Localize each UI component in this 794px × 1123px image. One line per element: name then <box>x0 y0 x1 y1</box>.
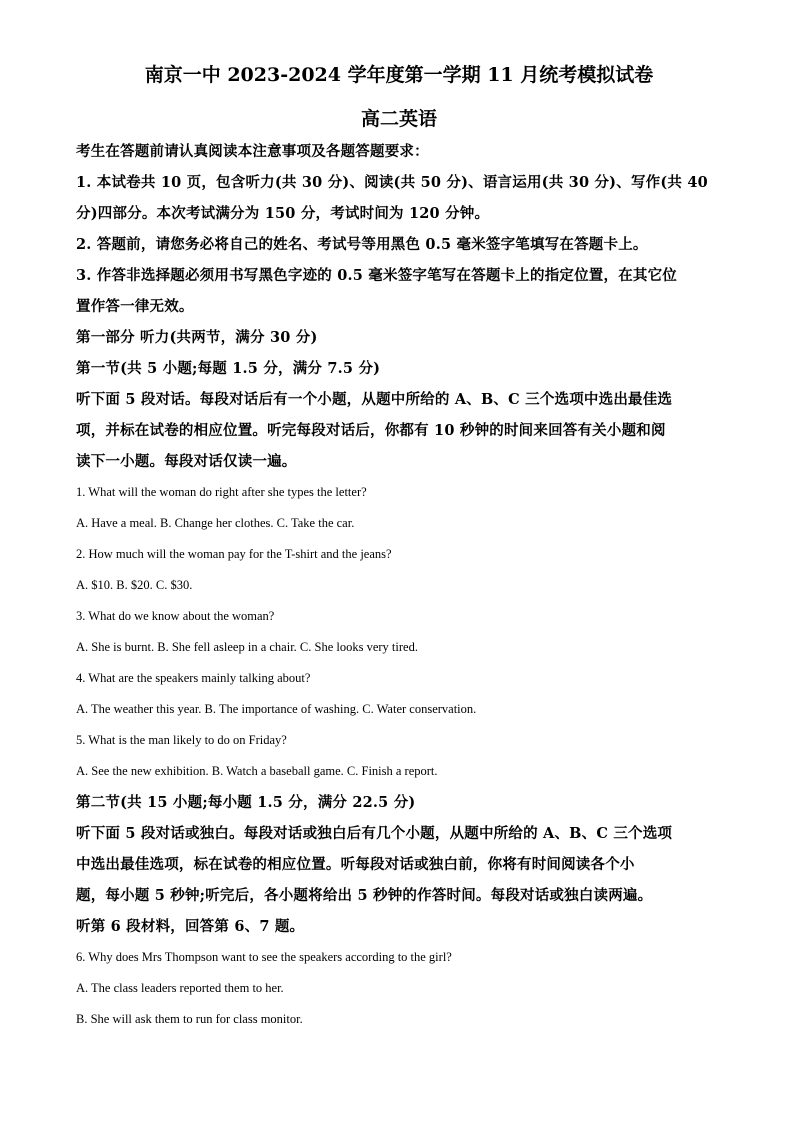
instruction-1-line-2: 分)四部分。本次考试满分为 150 分，考试时间为 120 分钟。 <box>76 205 490 222</box>
instruction-3-line-2: 置作答一律无效。 <box>76 298 194 315</box>
instruction-1-line-1: 1. 本试卷共 10 页，包含听力(共 30 分)、阅读(共 50 分)、语言运用(共 30 分)、写作(共 40 <box>76 174 708 191</box>
instructions-intro: 考生在答题前请认真阅读本注意事项及各题答题要求： <box>76 143 429 160</box>
section2-heading: 第二节(共 15 小题;每小题 1.5 分，满分 22.5 分) <box>76 794 416 811</box>
instructions <box>76 136 722 322</box>
question-3-options: A. She is burnt. B. She fell asleep in a chair. C. She looks very tired. <box>76 640 418 654</box>
section1-directions-line-3: 读下一小题。每段对话仅读一遍。 <box>76 453 297 470</box>
section1 <box>76 353 722 787</box>
question-3: 3. What do we know about the woman? <box>76 609 275 623</box>
section1-heading: 第一节(共 5 小题;每题 1.5 分，满分 7.5 分) <box>76 360 381 377</box>
section2-directions-line-2: 中选出最佳选项，标在试卷的相应位置。听每段对话或独白前，你将有时间阅读各个小 <box>76 856 635 873</box>
section2 <box>76 787 722 1035</box>
question-1: 1. What will the woman do right after she types the letter? <box>76 485 367 499</box>
question-2: 2. How much will the woman pay for the T-shirt and the jeans? <box>76 547 392 561</box>
question-4-options: A. The weather this year. B. The importance of washing. C. Water conservation. <box>76 702 477 716</box>
section2-directions-line-1: 听下面 5 段对话或独白。每段对话或独白后有几个小题，从题中所给的 A、B、C 三个选项 <box>76 825 673 842</box>
question-5: 5. What is the man likely to do on Friday? <box>76 733 287 747</box>
question-6-option-b: B. She will ask them to run for class monitor. <box>76 1012 303 1026</box>
instruction-2: 2. 答题前，请您务必将自己的姓名、考试号等用黑色 0.5 毫米签字笔填写在答题卡上。 <box>76 236 648 253</box>
instruction-3-line-1: 3. 作答非选择题必须用书写黑色字迹的 0.5 毫米签字笔写在答题卡上的指定位置，在其它位 <box>76 267 678 284</box>
question-6-option-a: A. The class leaders reported them to her. <box>76 981 284 995</box>
part1-heading: 第一部分 听力(共两节，满分 30 分) <box>76 329 318 346</box>
question-2-options: A. $10. B. $20. C. $30. <box>76 578 193 592</box>
exam-subject: 高二英语 <box>360 108 437 130</box>
question-4: 4. What are the speakers mainly talking about? <box>76 671 311 685</box>
exam-page <box>76 60 722 1035</box>
section2-directions-line-3: 题，每小题 5 秒钟;听完后，各小题将给出 5 秒钟的作答时间。每段对话或独白读两遍。 <box>76 887 653 904</box>
material-6-heading: 听第 6 段材料，回答第 6、7 题。 <box>76 918 305 935</box>
question-5-options: A. See the new exhibition. B. Watch a baseball game. C. Finish a report. <box>76 764 438 778</box>
question-1-options: A. Have a meal. B. Change her clothes. C. Take the car. <box>76 516 355 530</box>
section1-directions-line-2: 项，并标在试卷的相应位置。听完每段对话后，你都有 10 秒钟的时间来回答有关小题和阅 <box>76 422 666 439</box>
question-6: 6. Why does Mrs Thompson want to see the speakers according to the girl? <box>76 950 452 964</box>
section1-directions-line-1: 听下面 5 段对话。每段对话后有一个小题，从题中所给的 A、B、C 三个选项中选出最佳选 <box>76 391 673 408</box>
exam-title: 南京一中 2023-2024 学年度第一学期 11 月统考模拟试卷 <box>144 64 654 86</box>
